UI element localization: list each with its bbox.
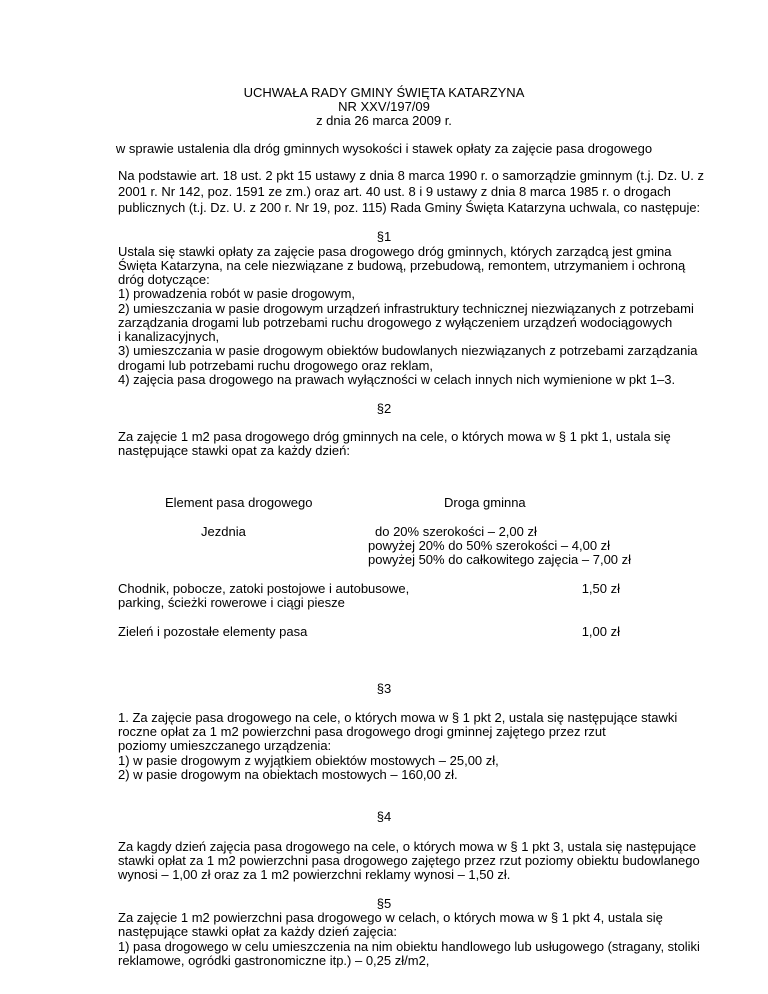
section-line: 4) zajęcia pasa drogowego na prawach wyłączności w celach innych nich wymienione w pkt 1–3. <box>118 372 676 387</box>
section-line: drogami lub potrzebami ruchu drogowego oraz reklam, <box>118 358 434 373</box>
section-line: 1) pasa drogowego w celu umieszczenia na nim obiektu handlowego lub usługowego (stragany, stoliki <box>118 939 700 954</box>
section-line: roczne opłat za 1 m2 powierzchni pasa drogowego drogi gminnej zajętego przez rzut <box>118 724 606 739</box>
section-heading: §4 <box>376 809 392 824</box>
section-line: Za zajęcie 1 m2 powierzchni pasa drogowego w celach, o których mowa w § 1 pkt 4, ustala się <box>118 910 663 925</box>
section-line: dróg dotyczące: <box>118 272 210 287</box>
section-heading: §1 <box>376 229 392 244</box>
section-heading: §2 <box>376 401 392 416</box>
section-line: zarządzania drogami lub potrzebami ruchu drogowego z wyłączeniem urządzeń wodociągowych <box>118 315 673 330</box>
section-heading: §5 <box>376 896 392 911</box>
table-header-element: Element pasa drogowego <box>165 495 313 510</box>
section-line: Za zajęcie 1 m2 pasa drogowego dróg gminnych na cele, o których mowa w § 1 pkt 1, ustala się <box>118 429 671 444</box>
section-line: następujące stawki opłat za każdy dzień zajęcia: <box>118 924 397 939</box>
resolution-title: UCHWAŁA RADY GMINY ŚWIĘTA KATARZYNA <box>243 85 525 100</box>
table-row-label: Zieleń i pozostałe elementy pasa <box>118 624 308 639</box>
section-line: 1) prowadzenia robót w pasie drogowym, <box>118 286 356 301</box>
section-line: 2) w pasie drogowym na obiektach mostowych – 160,00 zł. <box>118 767 458 782</box>
table-row-label: Chodnik, pobocze, zatoki postojowe i autobusowe, <box>118 581 410 596</box>
table-rate: powyżej 20% do 50% szerokości – 4,00 zł <box>368 538 611 553</box>
resolution-number: NR XXV/197/09 <box>338 99 430 114</box>
table-rate: 1,00 zł <box>581 624 620 639</box>
section-line: 1) w pasie drogowym z wyjątkiem obiektów mostowych – 25,00 zł, <box>118 753 499 768</box>
resolution-subject: w sprawie ustalenia dla dróg gminnych wysokości i stawek opłaty za zajęcie pasa drogowego <box>115 141 653 156</box>
section-line: 2) umieszczania w pasie drogowym urządzeń infrastruktury technicznej niezwiązanych z potrzebami <box>118 301 694 316</box>
section-line: Święta Katarzyna, na cele niezwiązane z budową, przebudową, remontem, utrzymaniem i ochroną <box>118 258 686 273</box>
section-line: i kanalizacyjnych, <box>118 329 220 344</box>
preamble-line: publicznych (t.j. Dz. U. z 200 r. Nr 19, poz. 115) Rada Gminy Święta Katarzyna uchwala, co następuje: <box>118 200 701 215</box>
section-line: 3) umieszczania w pasie drogowym obiektów budowlanych niezwiązanych z potrzebami zarządzania <box>118 343 698 358</box>
resolution-date: z dnia 26 marca 2009 r. <box>316 113 452 128</box>
section-line: następujące stawki opat za każdy dzień: <box>118 443 350 458</box>
table-header-road: Droga gminna <box>444 495 526 510</box>
section-line: stawki opłat za 1 m2 powierzchni pasa drogowego zajętego przez rzut poziomy obiektu budowlanego <box>118 853 700 868</box>
table-rate: powyżej 50% do całkowitego zajęcia – 7,00 zł <box>368 552 632 567</box>
section-line: 1. Za zajęcie pasa drogowego na cele, o których mowa w § 1 pkt 2, ustala się następujące stawki <box>118 710 678 725</box>
section-line: wynosi – 1,00 zł oraz za 1 m2 powierzchni reklamy wynosi – 1,50 zł. <box>118 867 511 882</box>
section-line: Za kagdy dzień zajęcia pasa drogowego na cele, o których mowa w § 1 pkt 3, ustala się następujące <box>118 839 697 854</box>
preamble-line: Na podstawie art. 18 ust. 2 pkt 15 ustawy z dnia 8 marca 1990 r. o samorządzie gminnym (t.j. Dz. U. z <box>118 168 704 183</box>
section-line: Ustala się stawki opłaty za zajęcie pasa drogowego dróg gminnych, których zarządcą jest gmina <box>118 244 672 259</box>
table-rate: 1,50 zł <box>581 581 620 596</box>
section-heading: §3 <box>376 681 392 696</box>
table-row-label: Jezdnia <box>201 524 246 539</box>
preamble-line: 2001 r. Nr 142, poz. 1591 ze zm.) oraz art. 40 ust. 8 i 9 ustawy z dnia 8 marca 1985 r. o drogach <box>118 184 671 199</box>
section-line: poziomy umieszczanego urządzenia: <box>118 738 332 753</box>
table-rate: do 20% szerokości – 2,00 zł <box>375 524 537 539</box>
section-line: reklamowe, ogródki gastronomiczne itp.) – 0,25 zł/m2, <box>118 953 430 968</box>
table-row-label: parking, ścieżki rowerowe i ciągi piesze <box>118 595 345 610</box>
